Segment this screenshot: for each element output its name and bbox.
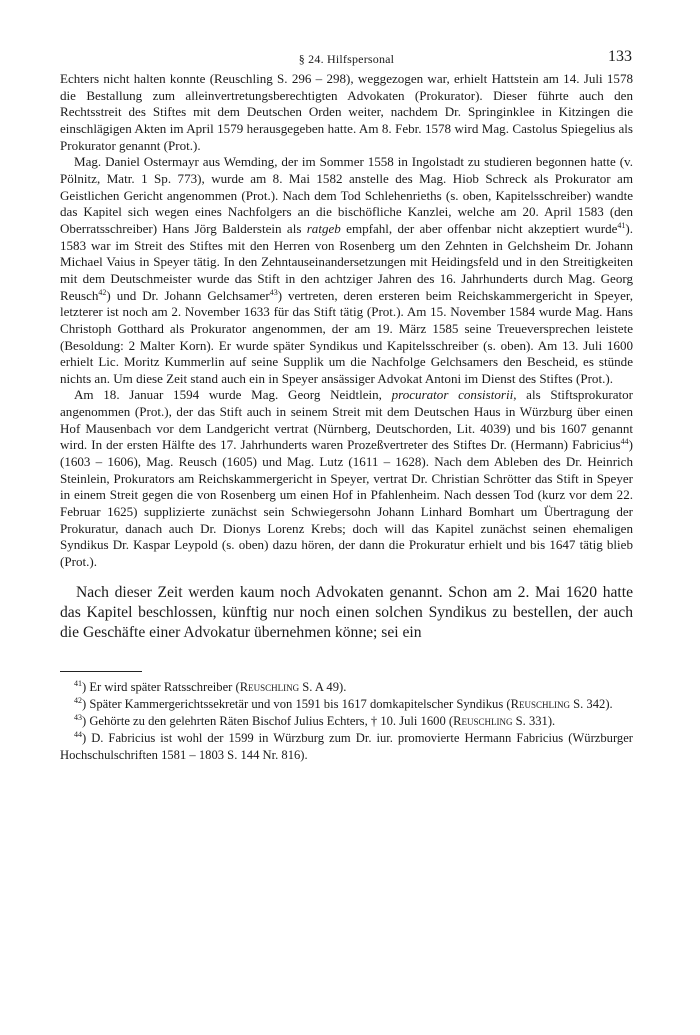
- page-number: 133: [608, 48, 632, 65]
- footnote-separator: [60, 671, 142, 672]
- footnote-ref: 42: [98, 287, 107, 297]
- body-text-small: [60, 71, 633, 571]
- text-run: Echters nicht halten konnte (Reuschling S. 296 – 298), weggezogen war, erhielt Hattstein am 14. Juli 1578 die Bestallung zum alleinvertretungsberechtigten Advokaten (Prokurator). Dieser führte auch den Rechtsstreit des Stiftes mit dem Deutschen Orden weiter, nachdem Dr. Springinklee in Kitzingen die einschlägigen Akten im April 1579 herausgegeben hatte. Am 8. Febr. 1578 wird Mag. Castolus Spiegelius als Prokurator genannt (Prot.).: [60, 71, 633, 153]
- footnote: [60, 679, 633, 696]
- text-run: empfahl, der aber offenbar nicht akzeptiert wurde: [340, 220, 618, 236]
- footnote-number: 41: [74, 678, 82, 688]
- footnote: [60, 730, 633, 764]
- paragraph: [60, 154, 633, 387]
- footnote-number: 42: [74, 695, 82, 705]
- footnotes: [60, 679, 633, 765]
- paragraph: Nach dieser Zeit werden kaum noch Advokaten genannt. Schon am 2. Mai 1620 hatte das Kapitel beschlossen, künftig nur noch einen solchen Syndikus zu bestellen, der auch die Geschäfte einer Advokatur übernehmen könne; sei ein: [60, 583, 633, 642]
- footnote-text: ) Er wird später Ratsschreiber (: [82, 679, 240, 694]
- footnote-number: 43: [74, 712, 82, 722]
- paragraph: [60, 71, 633, 154]
- footnote-ref: 44: [620, 437, 629, 447]
- running-header: [60, 44, 633, 68]
- text-run: , als Stiftsprokurator angenommen (Prot.), der das Stift auch in seinem Streit mit dem Deutschen Haus in Würzburg über einen Hof Mausenbach vor dem Landgericht vertrat (Nürnberg, Deutschorden, Lit. 4039) und bis 1607 genannt wird. In der ersten Hälfte des 17. Jahrhunderts waren Prozeßvertreter des Stiftes Dr. (Hermann) Fabricius: [60, 387, 633, 453]
- text-run: ) vertreten, deren ersteren beim Reichskammergericht in Speyer, letzterer ist noch am 2. November 1633 für das Stift tätig (Prot.). Am 15. November 1584 wurde Mag. Hans Christoph Gotthard als Prokurator angenommen, der am 19. März 1585 seine Treueversprechen leistete (Besoldung: 2 Malter Korn). Er wurde später Syndikus und Kapitelsschreiber (s. oben). Am 13. Juli 1600 erhielt Lic. Moritz Kummerlin auf seine Supplik um die Nachfolge Gelchsamers den Bescheid, es stünde nichts an. Um diese Zeit stand auch ein in Speyer ansässiger Advokat Antoni im Dienst des Stiftes (Prot.).: [60, 287, 633, 386]
- paragraph: [60, 387, 633, 570]
- footnote-text: ) D. Fabricius ist wohl der 1599 in Würzburg zum Dr. iur. promovierte Hermann Fabricius (Würzburger Hochschulschriften 1581 – 1803 S. 144 Nr. 816).: [60, 731, 633, 763]
- text-run: ) und Dr. Johann Gelchsamer: [106, 287, 270, 303]
- text-run: ) (1603 – 1606), Mag. Reusch (1605) und Mag. Lutz (1611 – 1628). Nach dem Ableben des Dr. Heinrich Steinlein, Prokurators am Reichskammergericht in Speyer, vertrat Dr. Christian Schrötter das Stift in Speyer in einem Streit gegen die von Rosenberg um einen Hof in Pfahlenheim. Nach dessen Tod (kurz vor dem 22. Februar 1625) supplizierte zunächst sein Schwiegersohn Johann Linhard Bomhart um Übertragung der Prokuratur, danach auch Dr. Dionys Lorenz Krebs; doch will das Kapitel zunächst seinen ehemaligen Syndikus Dr. Kaspar Leypold (s. oben) dazu hören, der dann die Prokuratur erhielt und bis 1647 tätig blieb (Prot.).: [60, 437, 633, 570]
- body-text-large: [60, 583, 633, 644]
- footnote-ref: 41: [617, 220, 626, 230]
- author-name: Reuschling: [239, 679, 300, 694]
- footnote-number: 44: [74, 730, 82, 740]
- footnote-text: S. 331).: [512, 713, 556, 728]
- italic-term: ratgeb: [306, 220, 341, 236]
- author-name: Reuschling: [510, 696, 570, 711]
- footnote: [60, 696, 633, 713]
- footnote: [60, 713, 633, 730]
- footnote-text: ) Gehörte zu den gelehrten Räten Bischof Julius Echters, † 10. Juli 1600 (: [82, 713, 454, 728]
- section-title: § 24. Hilfspersonal: [298, 52, 395, 66]
- italic-term: procurator consistorii: [391, 387, 514, 403]
- text-run: Am 18. Januar 1594 wurde Mag. Georg Neidtlein,: [74, 387, 392, 403]
- text-run: ). 1583 war im Streit des Stiftes mit den Herren von Rosenberg um den Zehnten in Gelchsheim Dr. Johann Michael Vaius in Speyer tätig. In den Zehntauseinandersetzungen mit Heidingsfeld und in den Streitigkeiten mit dem Deutschmeister wurde das Stift in den achtziger Jahren des 16. Jahrhunderts durch Mag. Georg Reusch: [60, 220, 633, 303]
- author-name: Reuschling: [453, 713, 513, 728]
- page: [60, 44, 633, 765]
- footnote-text: S. A 49).: [299, 679, 347, 694]
- footnote-text: S. 342).: [569, 696, 613, 711]
- text-run: Mag. Daniel Ostermayr aus Wemding, der im Sommer 1558 in Ingolstadt zu studieren begonnen hatte (v. Pölnitz, Matr. 1 Sp. 773), wurde am 8. Mai 1582 anstelle des Mag. Hiob Schreck als Prokurator am Geistlichen Gericht angenommen (Prot.). Nach dem Tod Schlehenrieths (s. oben, Kapitelsschreiber) wandte das Kapitel sich wegen eines Nachfolgers an die bischöfliche Kanzlei, welche am 20. April 1583 (den Oberratsschreiber) Hans Jörg Balderstein als: [60, 154, 633, 236]
- footnote-text: ) Später Kammergerichtssekretär und von 1591 bis 1617 domkapitelscher Syndikus (: [82, 696, 511, 711]
- footnote-ref: 43: [269, 287, 278, 297]
